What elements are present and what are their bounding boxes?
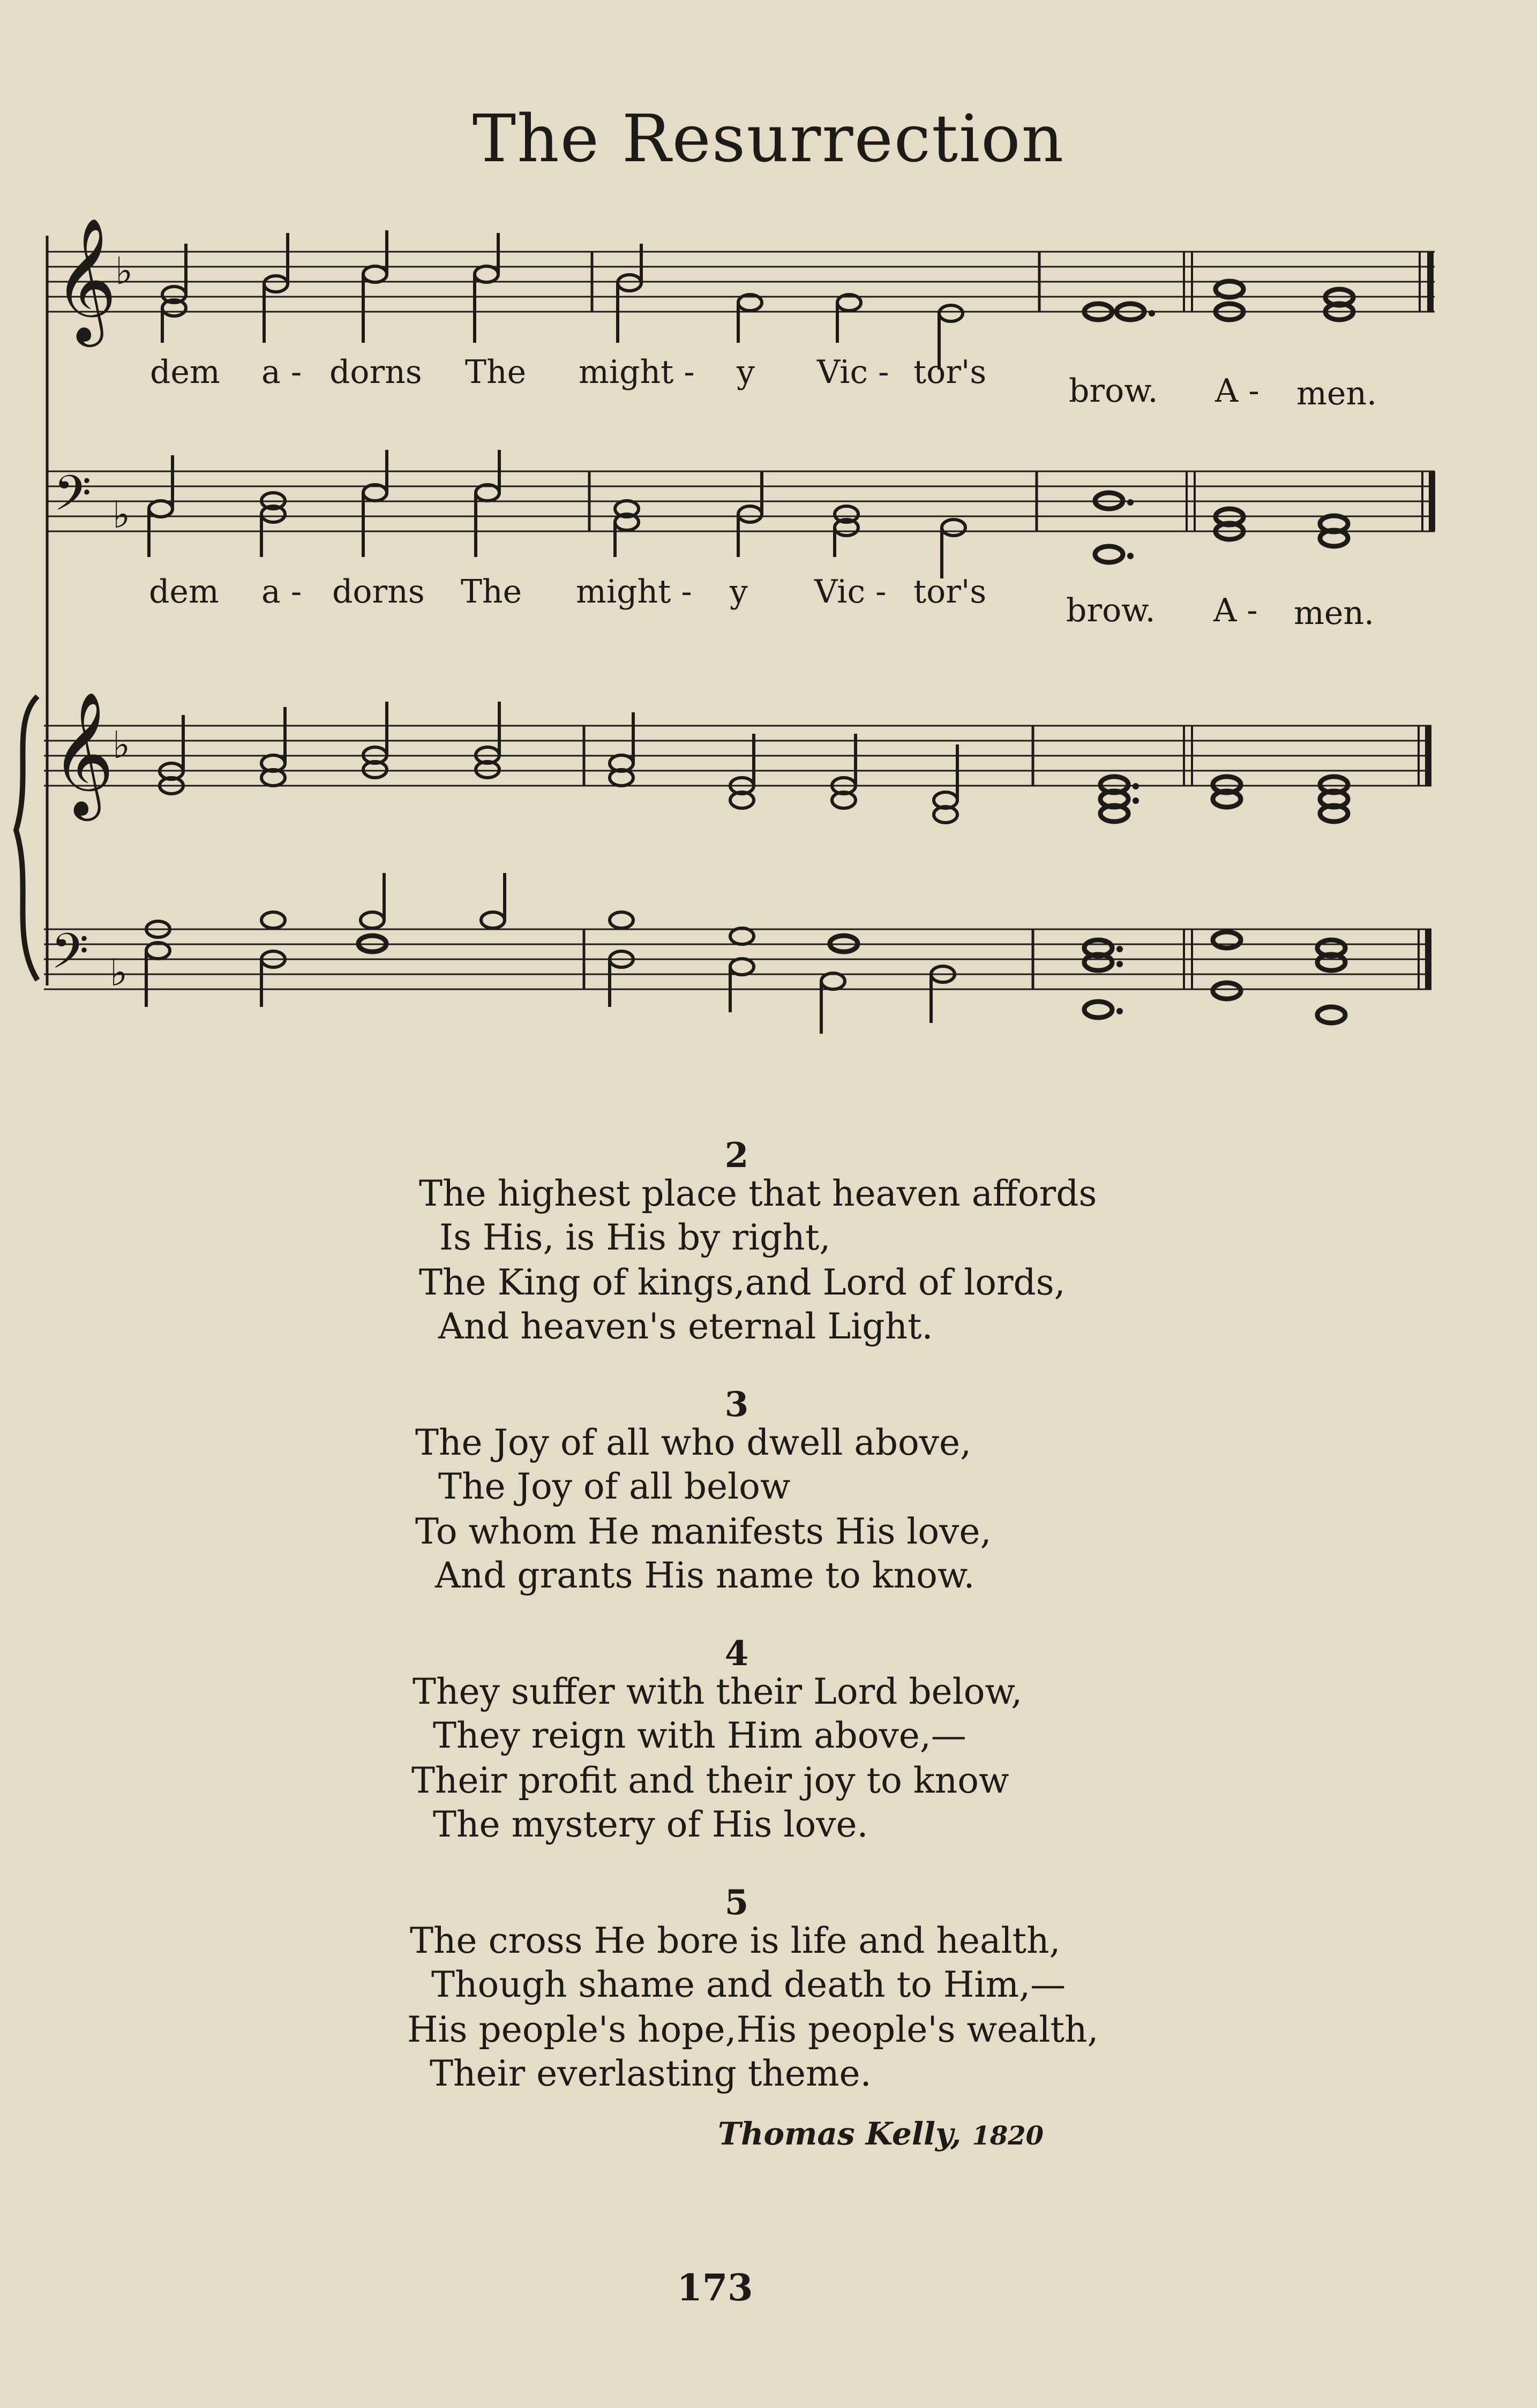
lyric-syllable: brow. xyxy=(1069,372,1158,410)
verse-line: The Joy of all who dwell above, xyxy=(415,1422,972,1463)
bass-lyrics xyxy=(0,573,1537,632)
verse-line: The Joy of all below xyxy=(438,1466,791,1507)
verse-line: His people's hope,His people's wealth, xyxy=(407,2009,1099,2050)
verse-line: Though shame and death to Him,— xyxy=(431,1964,1066,2005)
lyric-syllable: dorns xyxy=(329,353,422,391)
lyric-syllable: men. xyxy=(1294,595,1375,632)
flat-icon: ♭ xyxy=(110,951,128,995)
author-name: Thomas Kelly, xyxy=(718,2116,962,2152)
lyric-syllable: might - xyxy=(579,353,695,391)
piano-bass-staff xyxy=(44,873,1431,1034)
lyric-syllable: A - xyxy=(1215,372,1259,410)
piano-bass-notes xyxy=(146,873,1345,1034)
lyric-syllable: tor's xyxy=(913,353,987,391)
verse-number: 3 xyxy=(724,1384,749,1425)
verse-line: The King of kings,and Lord of lords, xyxy=(419,1262,1066,1303)
verse-number: 2 xyxy=(724,1135,749,1176)
author-year: 1820 xyxy=(972,2121,1044,2151)
treble-voice-staff xyxy=(47,217,1435,370)
lyric-syllable: tor's xyxy=(913,573,987,611)
lyric-syllable: Vic - xyxy=(817,353,889,391)
flat-icon: ♭ xyxy=(115,249,133,293)
lyric-syllable: The xyxy=(465,353,527,391)
brace-icon xyxy=(16,696,38,980)
verse-line: They reign with Him above,— xyxy=(433,1715,966,1756)
verse-number: 5 xyxy=(724,1883,749,1923)
verse-line: Their profit and their joy to know xyxy=(411,1760,1009,1801)
verse-line: The highest place that heaven affords xyxy=(419,1173,1097,1214)
treble-lyrics xyxy=(0,353,1537,412)
lyric-syllable: a - xyxy=(261,353,302,391)
verse-line: They suffer with their Lord below, xyxy=(413,1671,1023,1712)
lyric-syllable: brow. xyxy=(1066,592,1156,629)
verse-line: Is His, is His by right, xyxy=(439,1217,831,1258)
verse-line: The mystery of His love. xyxy=(433,1804,868,1845)
verse-number: 4 xyxy=(724,1634,749,1674)
lyric-syllable: men. xyxy=(1296,375,1377,412)
music-score xyxy=(0,0,1537,1071)
piano-treble-notes xyxy=(160,702,1348,823)
lyric-syllable: Vic - xyxy=(814,573,887,611)
verse-line: And grants His name to know. xyxy=(435,1555,975,1596)
piano-treble-staff xyxy=(44,691,1431,823)
bass-voice-staff xyxy=(47,450,1435,578)
hymn-title: The Resurrection xyxy=(472,101,1065,177)
verse-line: And heaven's eternal Light. xyxy=(438,1306,933,1347)
author-attribution xyxy=(718,2116,1044,2152)
verse-line: To whom He manifests His love, xyxy=(415,1511,992,1552)
lyric-syllable: might - xyxy=(576,573,692,611)
lyric-syllable: a - xyxy=(261,573,302,611)
lyric-syllable: dem xyxy=(150,353,220,391)
lyric-syllable: A - xyxy=(1213,592,1258,629)
lyric-syllable: dorns xyxy=(332,573,425,611)
bass-clef-icon: 𝄢 xyxy=(51,923,89,991)
lyric-syllable: dem xyxy=(149,573,219,611)
lyric-syllable: y xyxy=(730,573,748,611)
verse-line: The cross He bore is life and health, xyxy=(410,1920,1061,1961)
bass-notes xyxy=(149,450,1348,578)
flat-icon: ♭ xyxy=(113,723,131,767)
bass-clef-icon: 𝄢 xyxy=(54,465,92,533)
treble-clef-icon: 𝄞 xyxy=(54,217,117,342)
verse-line: Their everlasting theme. xyxy=(430,2053,872,2094)
flat-icon: ♭ xyxy=(113,493,131,537)
lyric-syllable: The xyxy=(461,573,522,611)
page-number: 173 xyxy=(677,2267,753,2309)
treble-clef-icon: 𝄞 xyxy=(51,691,115,816)
lyric-syllable: y xyxy=(737,353,755,391)
